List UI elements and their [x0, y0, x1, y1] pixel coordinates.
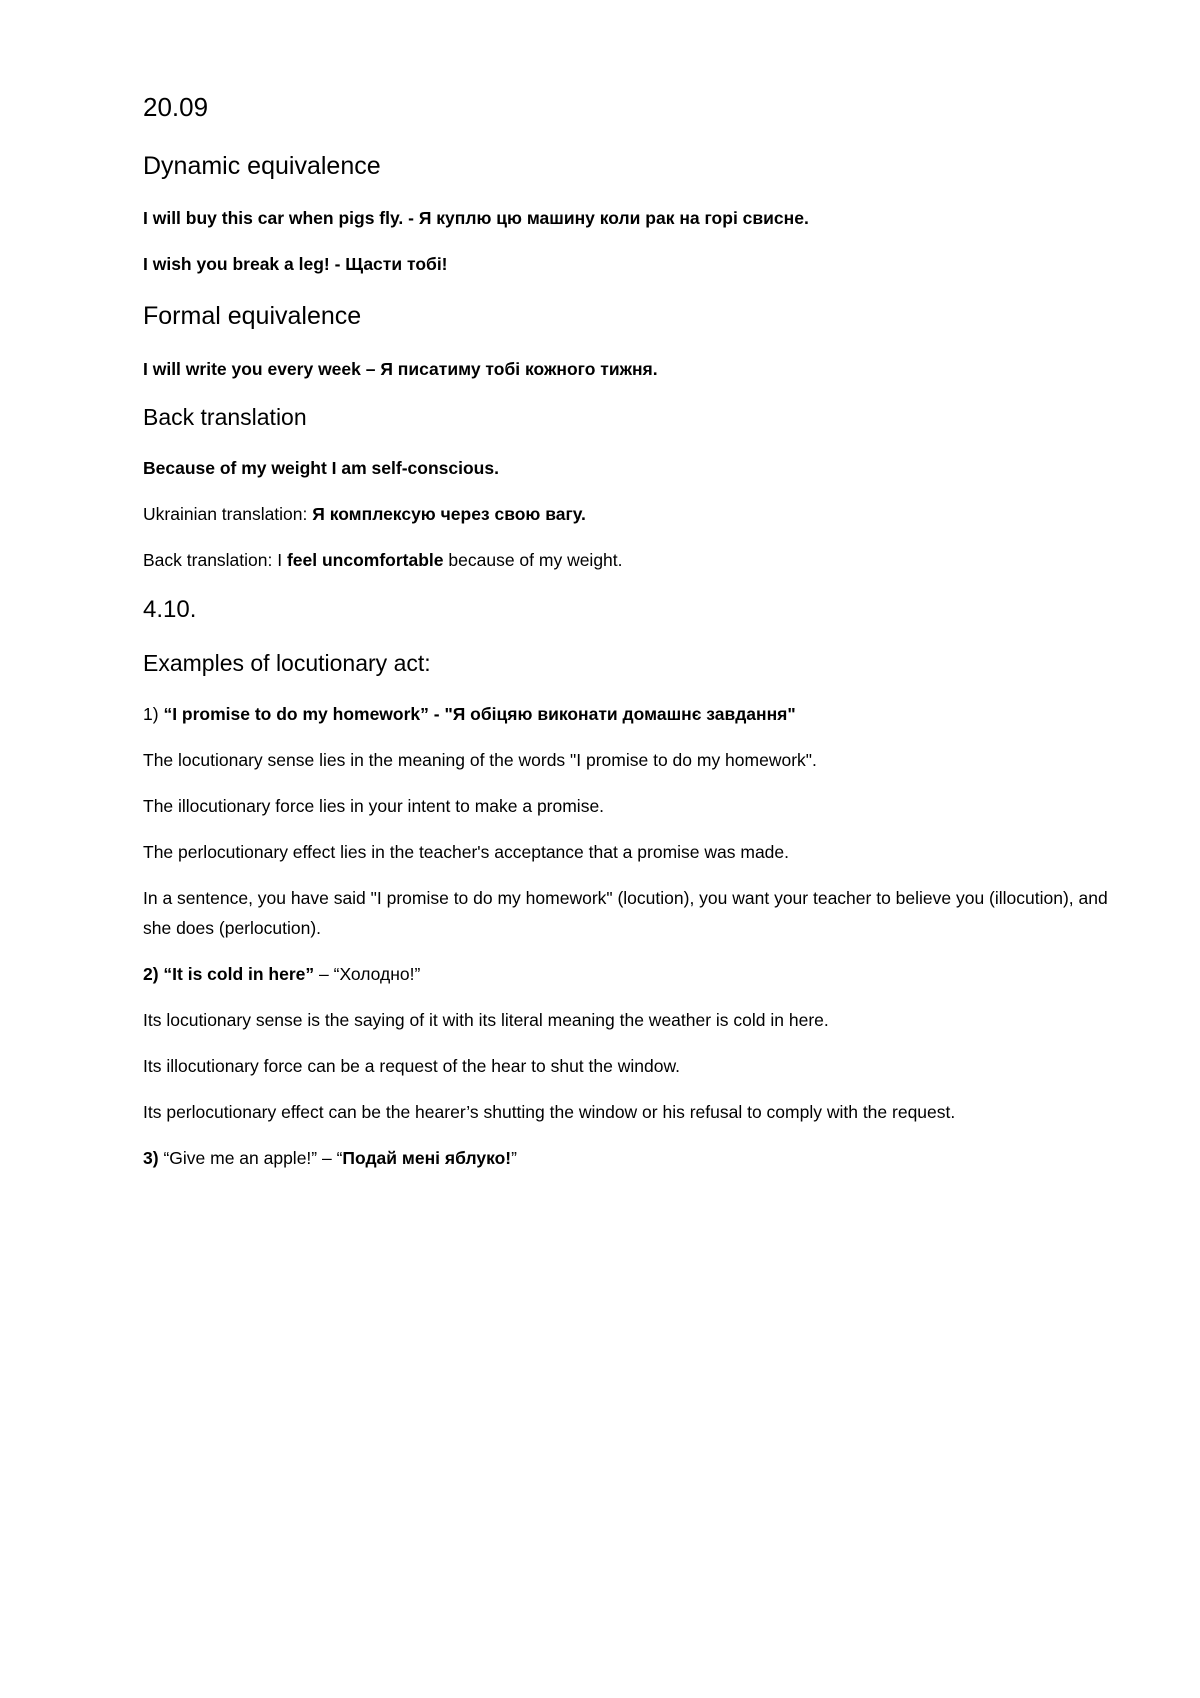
heading-examples-locutionary: Examples of locutionary act:	[143, 650, 431, 676]
example-3-end: ”	[511, 1148, 517, 1168]
example-2-illocutionary: Its illocutionary force can be a request of the hear to shut the window.	[143, 1056, 680, 1076]
back-translation-source: Because of my weight I am self-conscious.	[143, 458, 499, 478]
ukrainian-translation-label: Ukrainian translation:	[143, 504, 313, 524]
back-translation-line	[143, 549, 623, 571]
example-1-title	[143, 703, 796, 725]
example-1-locutionary: The locutionary sense lies in the meaning of the words "I promise to do my homework".	[143, 750, 817, 770]
example-3-title	[143, 1147, 517, 1169]
back-translation-bold: feel uncomfortable	[286, 550, 444, 570]
heading-back-translation: Back translation	[143, 404, 307, 430]
example-1-title-text: “I promise to do my homework” - "Я обіцяю виконати домашнє завдання"	[163, 704, 796, 724]
example-2-title-bold: 2) “It is cold in here”	[143, 964, 315, 984]
dynamic-example-1: I will buy this car when pigs fly. - Я куплю цю машину коли рак на горі свисне.	[143, 208, 809, 228]
heading-dynamic-equivalence: Dynamic equivalence	[143, 152, 381, 180]
example-3-english: “Give me an apple!” – “	[163, 1148, 343, 1168]
example-2-locutionary: Its locutionary sense is the saying of it with its literal meaning the weather is cold in here.	[143, 1010, 829, 1030]
ukrainian-translation-value: Я комплексую через свою вагу.	[312, 504, 586, 524]
example-3-number: 3)	[143, 1148, 164, 1168]
example-2-title-rest: – “Холодно!”	[314, 964, 421, 984]
example-2-title	[143, 963, 420, 985]
back-translation-rest: because of my weight.	[443, 550, 623, 570]
example-1-summary: In a sentence, you have said "I promise to do my homework" (locution), you want your teacher to believe you (illocution), and she does (perlocution).	[143, 888, 1108, 938]
ukrainian-translation-line	[143, 503, 586, 525]
example-1-perlocutionary: The perlocutionary effect lies in the teacher's acceptance that a promise was made.	[143, 842, 790, 862]
example-3-ukrainian: Подай мені яблуко!	[342, 1148, 512, 1168]
example-1-illocutionary: The illocutionary force lies in your intent to make a promise.	[143, 796, 605, 816]
example-2-perlocutionary: Its perlocutionary effect can be the hearer’s shutting the window or his refusal to comply with the request.	[143, 1102, 956, 1122]
formal-example-1: I will write you every week – Я писатиму тобі кожного тижня.	[143, 359, 658, 379]
back-translation-label: Back translation: I	[143, 550, 287, 570]
date-heading-2: 4.10.	[143, 596, 197, 623]
example-1-number: 1)	[143, 704, 164, 724]
dynamic-example-2: I wish you break a leg! - Щасти тобі!	[143, 254, 448, 274]
heading-formal-equivalence: Formal equivalence	[143, 302, 362, 330]
date-heading-1: 20.09	[143, 92, 209, 122]
